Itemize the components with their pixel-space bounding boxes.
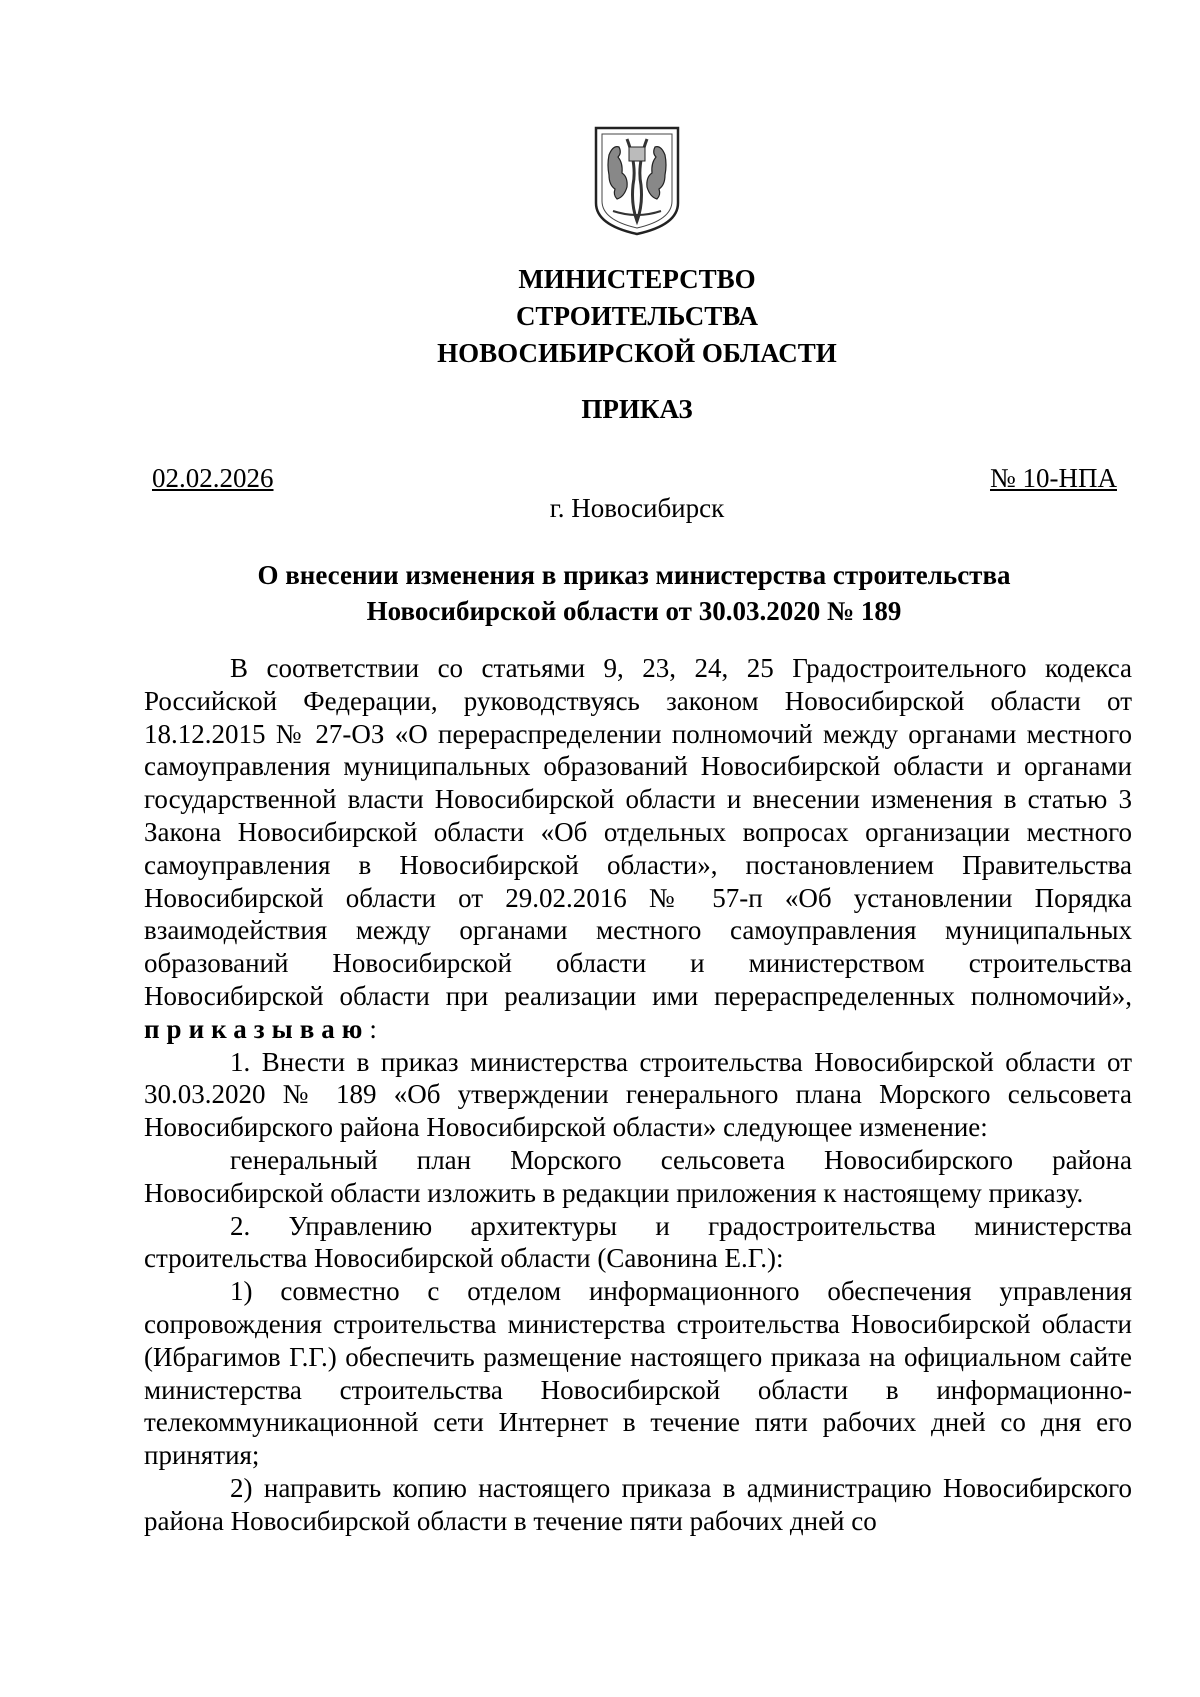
ministry-line-3: НОВОСИБИРСКОЙ ОБЛАСТИ — [437, 338, 837, 368]
document-body — [144, 652, 1132, 1538]
body-paragraph-3: 2. Управлению архитектуры и градостроительства министерства строительства Новосибирской области (Савонина Е.Г.): — [144, 1210, 1132, 1274]
document-city: г. Новосибирск — [549, 493, 725, 523]
document-date: 02.02.2026 — [152, 463, 274, 493]
subject-line-1: О внесении изменения в приказ министерства строительства — [257, 560, 1011, 590]
body-paragraph-preamble — [144, 652, 1132, 1046]
document-number: № 10-НПА — [990, 463, 1117, 493]
document-type: ПРИКАЗ — [581, 394, 693, 424]
body-paragraph-4: 1) совместно с отделом информационного обеспечения управления сопровождения строительства министерства строительства Новосибирской области (Ибрагимов Г.Г.) обеспечить размещение настоящего приказа на официальном сайте министерства строительства Новосибирской области в информационно-телекоммуникационной сети Интернет в течение пяти рабочих дней со дня его принятия; — [144, 1276, 1132, 1471]
ministry-name — [0, 261, 1200, 372]
body-paragraph-5: 2) направить копию настоящего приказа в администрацию Новосибирского района Новосибирской области в течение пяти рабочих дней со — [144, 1472, 1132, 1536]
order-verb: приказываю — [144, 1013, 370, 1044]
preamble-text: В соответствии со статьями 9, 23, 24, 25 Градостроительного кодекса Российской Федерации, руководствуясь законом Новосибирской области от 18.12.2015 № 27-ОЗ «О перераспределении полномочий между органами местного самоуправления муниципальных образований Новосибирской области и органами государственной власти Новосибирской области и внесении изменения в статью 3 Закона Новосибирской области «Об отдельных вопросах организации местного самоуправления в Новосибирской области», постановлением Правительства Новосибирской области от 29.02.2016 № 57-п «Об установлении Порядка взаимодействия между органами местного самоуправления муниципальных образований Новосибирской области и министерством строительства Новосибирской области при реализации ими перераспределенных полномочий», — [144, 653, 1132, 1011]
body-paragraph-1: 1. Внести в приказ министерства строительства Новосибирской области от 30.03.2020 № 189 «Об утверждении генерального плана Морского сельсовета Новосибирского района Новосибирской области» следующее изменение: — [144, 1046, 1132, 1143]
body-paragraph-2: генеральный план Морского сельсовета Новосибирского района Новосибирской области изложить в редакции приложения к настоящему приказу. — [144, 1144, 1132, 1208]
subject-line-2: Новосибирской области от 30.03.2020 № 189 — [366, 596, 902, 626]
ministry-line-1: МИНИСТЕРСТВО — [518, 264, 756, 294]
preamble-end: : — [369, 1013, 377, 1044]
document-subject — [144, 557, 1124, 629]
ministry-line-2: СТРОИТЕЛЬСТВА — [515, 301, 759, 331]
coat-of-arms-icon — [593, 125, 681, 237]
